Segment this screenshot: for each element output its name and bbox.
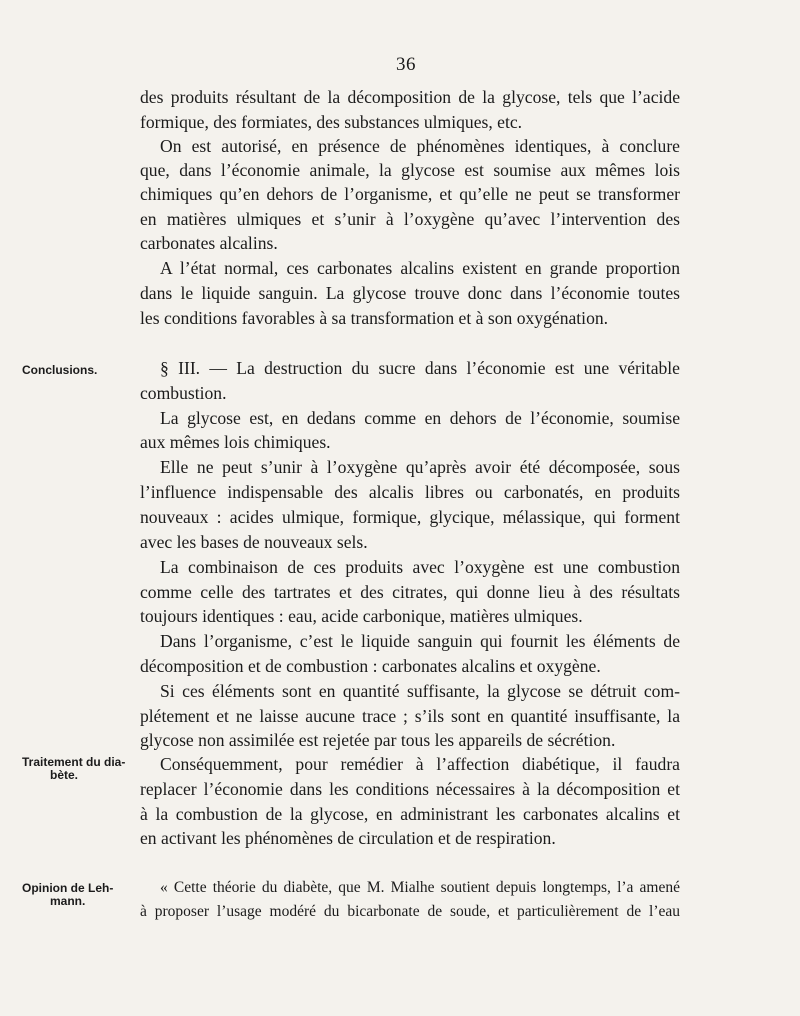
- text-line: nouveaux : acides ulmique, formique, glycique, mélassique, qui forment: [140, 507, 680, 527]
- text-line: carbonates alcalins.: [140, 233, 278, 253]
- margin-note-conclusions: Conclusions.: [22, 363, 98, 377]
- text-line: Dans l’organisme, c’est le liquide sanguin qui fournit les éléments de: [160, 631, 680, 651]
- quote-line: à proposer l’usage modéré du bicarbonate de soude, et particulièrement de l’eau: [140, 903, 680, 920]
- text-line: en activant les phénomènes de circulation et de respiration.: [140, 828, 556, 848]
- text-line: dans le liquide sanguin. La glycose trouve donc dans l’économie toutes: [140, 283, 680, 303]
- margin-note-lehmann: [22, 882, 140, 908]
- text-line: chimiques qu’en dehors de l’organisme, et qu’elle ne peut se transformer: [140, 184, 680, 204]
- text-line: On est autorisé, en présence de phénomènes identiques, à conclure: [160, 136, 680, 156]
- quote-line: « Cette théorie du diabète, que M. Mialhe soutient depuis longtemps, l’a amené: [160, 879, 680, 896]
- text-line: comme celle des tartrates et des citrates, qui donne lieu à des résultats: [140, 582, 680, 602]
- text-line: A l’état normal, ces carbonates alcalins existent en grande proportion: [160, 258, 680, 278]
- text-line: l’influence indispensable des alcalis libres ou carbonatés, en produits: [140, 482, 680, 502]
- text-line: La combinaison de ces produits avec l’oxygène est une combustion: [160, 557, 680, 577]
- text-line: Elle ne peut s’unir à l’oxygène qu’après avoir été décomposée, sous: [160, 457, 680, 477]
- text-line: combustion.: [140, 383, 227, 403]
- text-line: replacer l’économie dans les conditions nécessaires à la décomposition et: [140, 779, 680, 799]
- page-number: 36: [396, 54, 416, 75]
- text-line: toujours identiques : eau, acide carbonique, matières ulmiques.: [140, 606, 583, 626]
- margin-note-treatment: [22, 756, 140, 782]
- text-line: des produits résultant de la décomposition de la glycose, tels que l’acide: [140, 87, 680, 107]
- text-line: Si ces éléments sont en quantité suffisante, la glycose se détruit com-: [160, 681, 680, 701]
- text-line: aux mêmes lois chimiques.: [140, 432, 331, 452]
- text-line: à la combustion de la glycose, en administrant les carbonates alcalins et: [140, 804, 680, 824]
- margin-note-lehmann-line2: mann.: [50, 894, 86, 908]
- text-line: décomposition et de combustion : carbonates alcalins et oxygène.: [140, 656, 601, 676]
- text-line: formique, des formiates, des substances ulmiques, etc.: [140, 112, 523, 132]
- margin-note-lehmann-line1: Opinion de Leh-: [22, 881, 114, 895]
- text-line: Conséquemment, pour remédier à l’affection diabétique, il faudra: [160, 754, 680, 774]
- text-line: en matières ulmiques et s’unir à l’oxygène qu’avec l’intervention des: [140, 209, 680, 229]
- text-line: les conditions favorables à sa transformation et à son oxygénation.: [140, 308, 609, 328]
- text-line: glycose non assimilée est rejetée par tous les appareils de sécrétion.: [140, 730, 616, 750]
- text-line: La glycose est, en dedans comme en dehors de l’économie, soumise: [160, 408, 680, 428]
- text-line: que, dans l’économie animale, la glycose est soumise aux mêmes lois: [140, 160, 680, 180]
- section-heading-line: § III. — La destruction du sucre dans l’économie est une véritable: [160, 358, 680, 378]
- margin-note-treatment-line2: bète.: [50, 768, 79, 782]
- text-line: plétement et ne laisse aucune trace ; s’ils sont en quantité insuffisante, la: [140, 706, 680, 726]
- margin-note-treatment-line1: Traitement du dia-: [22, 755, 126, 769]
- text-line: avec les bases de nouveaux sels.: [140, 532, 368, 552]
